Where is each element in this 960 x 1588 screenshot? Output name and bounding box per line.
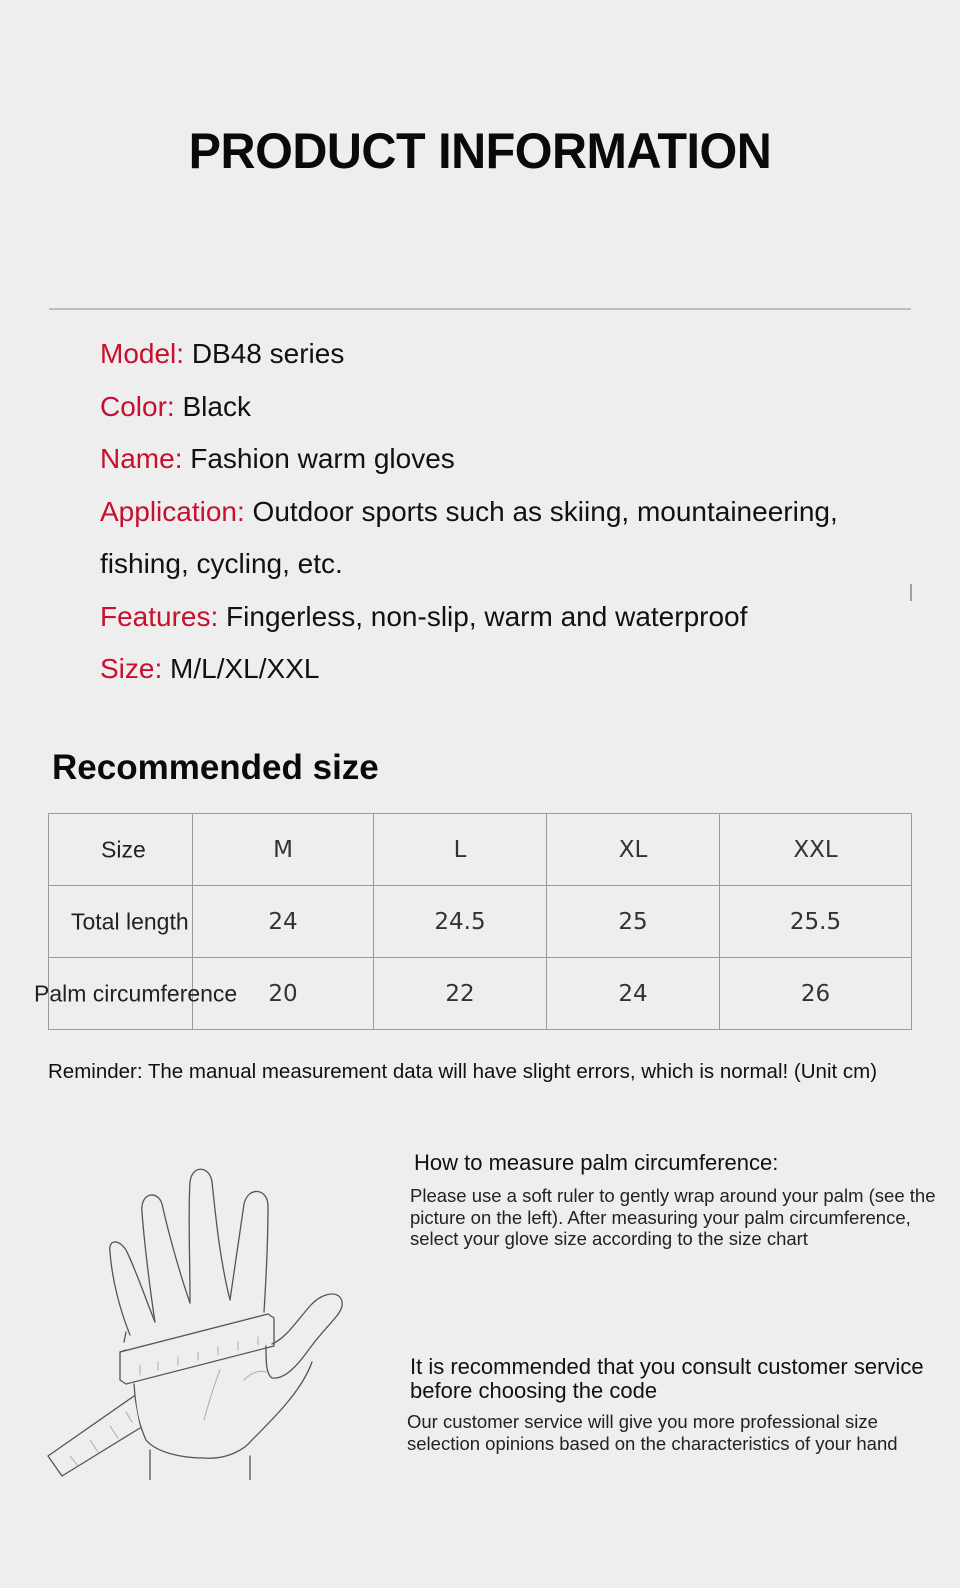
table-row-label: Total length: [49, 886, 193, 958]
table-row: [49, 958, 912, 1030]
spec-label: Size:: [100, 653, 163, 684]
page-title: PRODUCT INFORMATION: [188, 123, 772, 179]
table-header-cell: M: [193, 814, 374, 886]
section-title-recommended-size: Recommended size: [52, 748, 379, 787]
table-header-cell: L: [374, 814, 547, 886]
spec-size: [100, 643, 920, 696]
section-divider: [49, 308, 911, 310]
product-spec-list: [100, 328, 920, 696]
table-cell: 25.5: [720, 886, 912, 958]
spec-features: [100, 591, 920, 644]
size-table: [34, 813, 912, 1030]
spec-label: Application:: [100, 495, 245, 527]
hand-with-measuring-tape-icon: [40, 1140, 360, 1480]
spec-value: Outdoor sports such as skiing, mountaineering,: [244, 495, 838, 527]
spec-name: [100, 433, 920, 486]
spec-label: Model:: [100, 338, 185, 369]
table-row: [49, 886, 912, 958]
table-cell: 24: [547, 958, 720, 1030]
table-header-cell: XL: [547, 814, 720, 886]
table-cell: 26: [720, 958, 912, 1030]
spec-label: Name:: [100, 443, 183, 474]
spec-value: Fashion warm gloves: [182, 443, 455, 474]
spec-value: M/L/XL/XXL: [162, 653, 320, 684]
measurement-reminder: Reminder: The manual measurement data will have slight errors, which is normal! (Unit cm): [48, 1060, 878, 1083]
spec-label: Color:: [100, 390, 175, 422]
spec-value: Black: [174, 390, 251, 422]
table-cell: 20: [193, 958, 374, 1030]
edge-artifact: [910, 584, 912, 601]
spec-application: [100, 486, 920, 539]
spec-value: fishing, cycling, etc.: [100, 548, 343, 579]
spec-value: Fingerless, non-slip, warm and waterproof: [218, 600, 748, 632]
spec-application-cont: [100, 538, 920, 591]
spec-label: Features:: [100, 600, 219, 632]
spec-color: [100, 381, 920, 434]
spec-value: DB48 series: [184, 338, 345, 369]
table-header-row: [49, 814, 912, 886]
measure-title: How to measure palm circumference:: [414, 1150, 779, 1175]
table-cell: 25: [547, 886, 720, 958]
table-cell: 22: [374, 958, 547, 1030]
table-row-label: Palm circumference: [49, 958, 193, 1030]
measure-instructions: Please use a soft ruler to gently wrap around your palm (see the picture on the left). After measuring your palm circumference, select your glove size according to the size chart: [410, 1185, 936, 1249]
table-cell: 24: [193, 886, 374, 958]
table-header-cell: Size: [49, 814, 193, 886]
consult-body: Our customer service will give you more professional size selection opinions based on the characteristics of your hand: [407, 1411, 898, 1454]
table-header-cell: XXL: [720, 814, 912, 886]
spec-model: [100, 328, 920, 381]
consult-title: It is recommended that you consult customer service before choosing the code: [410, 1354, 924, 1403]
table-cell: 24.5: [374, 886, 547, 958]
